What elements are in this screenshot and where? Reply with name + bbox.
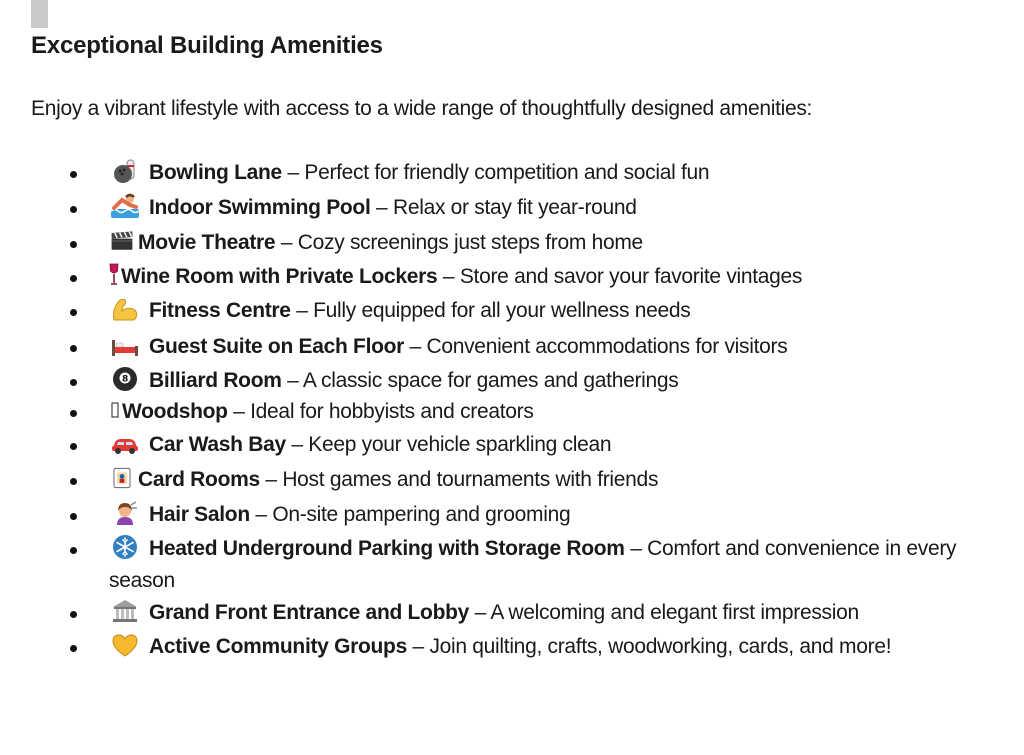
amenity-description: Cozy screenings just steps from home [297,231,643,254]
flexed-biceps-icon [110,296,140,322]
billiard-ball-icon [110,366,140,392]
bullet-icon [70,379,77,386]
separator: – [227,400,251,423]
snowflake-icon [110,534,140,560]
amenity-name: Wine Room with Private Lockers [121,265,438,288]
bullet-icon [70,275,77,282]
separator: – [285,433,309,456]
separator: – [437,265,460,288]
separator: – [259,468,283,491]
amenity-description: On-site pampering and grooming [272,503,571,526]
amenity-description: Keep your vehicle sparkling clean [308,433,612,456]
separator: – [281,369,303,392]
page-title: Exceptional Building Amenities [31,32,383,59]
clapper-board-icon [110,228,134,254]
amenity-description: Relax or stay fit year-round [392,196,637,219]
amenity-description: Perfect for friendly competition and social fun [304,161,710,184]
amenity-name: Guest Suite on Each Floor [149,335,405,358]
separator: – [275,231,298,254]
separator: – [404,335,427,358]
bed-icon [110,332,140,358]
classical-building-icon [110,598,140,624]
swimmer-icon [110,193,140,219]
separator: – [469,601,491,624]
amenity-description: Host games and tournaments with friends [282,468,659,491]
wine-glass-icon [109,262,119,288]
amenity-description: Ideal for hobbyists and creators [250,400,534,423]
svg-text:8: 8 [122,374,128,385]
amenity-name: Indoor Swimming Pool [149,196,371,219]
haircut-icon [110,500,140,526]
amenity-name: Hair Salon [149,503,250,526]
bullet-icon [70,645,77,652]
missing-glyph-icon [110,397,120,423]
separator: – [370,196,393,219]
separator: – [281,161,305,184]
car-icon [110,430,140,456]
bullet-icon [70,547,77,554]
amenity-description: Convenient accommodations for visitors [426,335,788,358]
bullet-icon [70,443,77,450]
amenity-description: A classic space for games and gatherings [302,369,679,392]
separator: – [249,503,273,526]
separator: – [290,299,314,322]
bullet-icon [70,478,77,485]
amenity-description: Comfort and convenience in every [647,537,957,560]
top-tab-marker [31,0,48,28]
bullet-icon [70,241,77,248]
intro-text: Enjoy a vibrant lifestyle with access to a wide range of thoughtfully designed amenities: [31,97,813,120]
amenity-name: Billiard Room [149,369,282,392]
bullet-icon [70,206,77,213]
playing-card-icon [110,465,134,491]
amenity-name: Heated Underground Parking with Storage Room [149,537,625,560]
amenity-name: Active Community Groups [149,635,407,658]
amenity-description-continuation: season [109,569,175,592]
bullet-icon [70,410,77,417]
separator: – [624,537,648,560]
bullet-icon [70,171,77,178]
bullet-icon [70,345,77,352]
amenity-description: Fully equipped for all your wellness needs [313,299,691,322]
bowling-icon [110,158,140,184]
bullet-icon [70,309,77,316]
amenity-name: Fitness Centre [149,299,291,322]
amenity-name: Woodshop [122,400,228,423]
amenity-name: Card Rooms [138,468,260,491]
yellow-heart-icon [110,632,140,658]
bullet-icon [70,611,77,618]
bullet-icon [70,513,77,520]
amenity-description: Join quilting, crafts, woodworking, cards, and more! [429,635,892,658]
separator: – [406,635,430,658]
amenity-name: Grand Front Entrance and Lobby [149,601,470,624]
amenity-description: Store and savor your favorite vintages [459,265,803,288]
amenity-name: Bowling Lane [149,161,282,184]
amenity-name: Car Wash Bay [149,433,286,456]
amenity-name: Movie Theatre [138,231,276,254]
amenity-description: A welcoming and elegant first impression [490,601,859,624]
